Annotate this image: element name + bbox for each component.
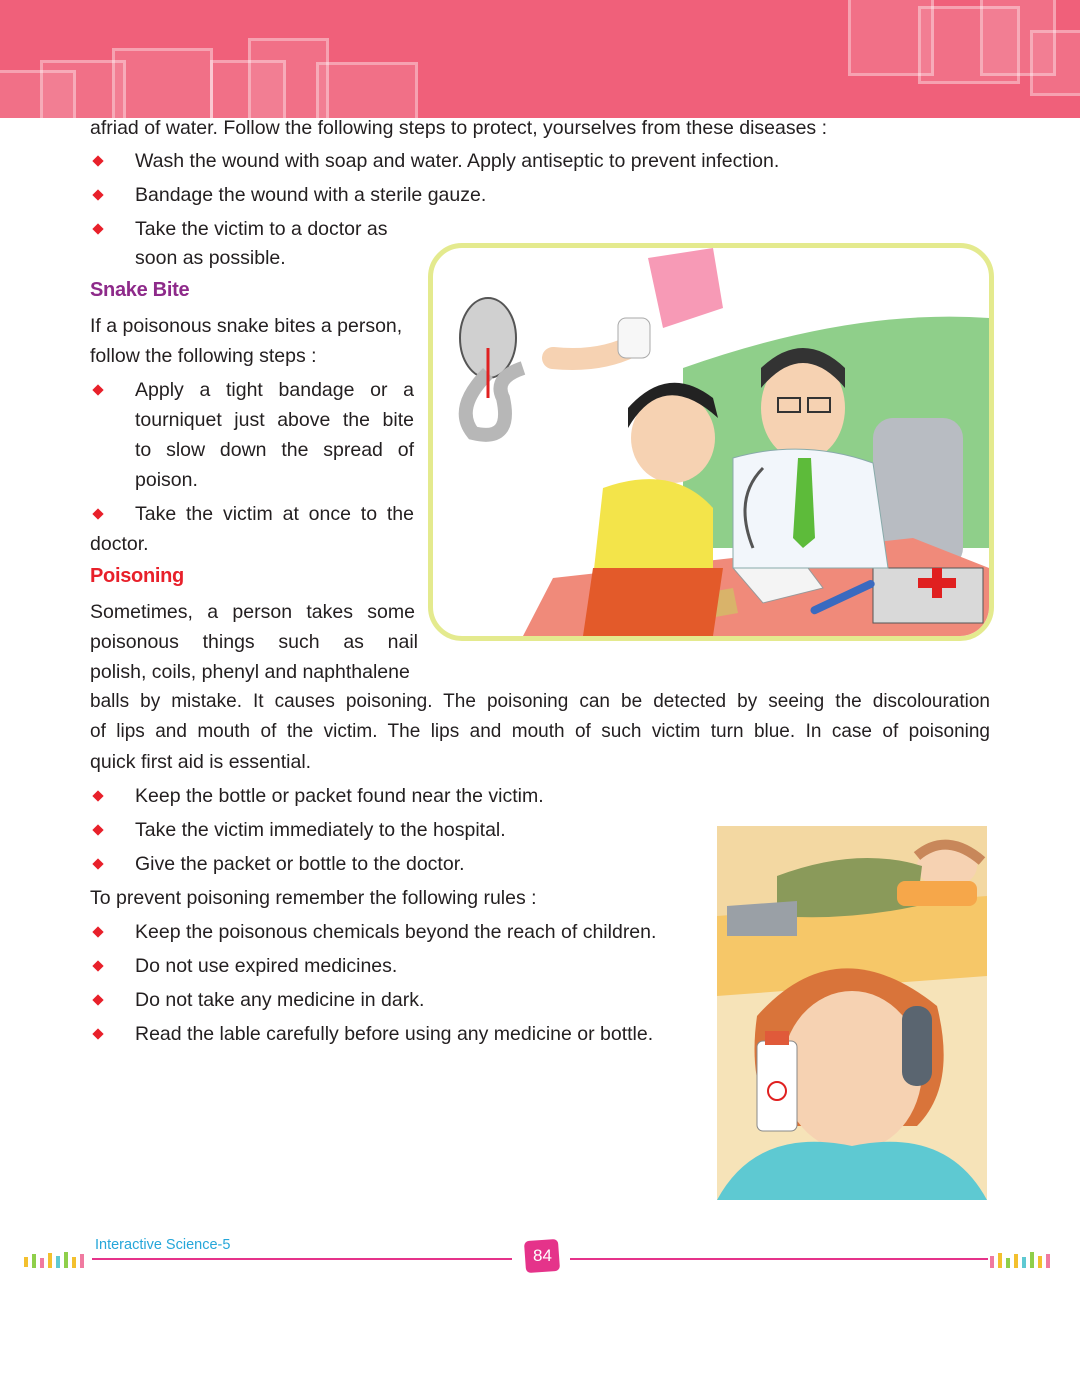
doctor-scene-image: [433, 248, 989, 636]
footer-left-decoration: [22, 1250, 92, 1270]
bullet-diamond-icon: [92, 824, 103, 835]
bullet-diamond-icon: [92, 994, 103, 1005]
snake-step-line: Take the victim at once to the: [135, 503, 414, 525]
page-number: 84: [532, 1246, 552, 1266]
poisoning-para-line: polish, coils, phenyl and naphthalene: [90, 661, 410, 683]
rules-intro: To prevent poisoning remember the following rules :: [90, 887, 537, 909]
snake-step-line: tourniquet just above the bite: [135, 409, 414, 431]
snake-step-line: Apply a tight bandage or a: [135, 379, 414, 401]
poisoning-para-line: Sometimes, a person takes some: [90, 601, 415, 623]
illustration-poisoning: [717, 826, 987, 1200]
bullet-diamond-icon: [92, 1028, 103, 1039]
poisoning-para-line: balls by mistake. It causes poisoning. The poisoning can be detected by seeing the discolouration: [90, 691, 990, 712]
header-band: [0, 0, 1080, 118]
snake-bite-intro-line: If a poisonous snake bites a person,: [90, 315, 403, 337]
poisoning-scene-image: [717, 826, 987, 1200]
bullet-diamond-icon: [92, 858, 103, 869]
bullet-diamond-icon: [92, 384, 103, 395]
poisoning-para-line: quick first aid is essential.: [90, 751, 312, 773]
footer-rule-left: [92, 1258, 512, 1260]
poisoning-para-line: of lips and mouth of the victim. The lips and mouth of such victim turn blue. In case of poisoning: [90, 721, 990, 742]
snake-step-line: poison.: [135, 469, 198, 491]
bullet-diamond-icon: [92, 155, 103, 166]
footer-right-decoration: [988, 1250, 1058, 1270]
intro-text: afriad of water. Follow the following steps to protect, yourselves from these diseases :: [90, 117, 828, 139]
footer-rule-right: [570, 1258, 988, 1260]
list-item-continuation: soon as possible.: [135, 247, 286, 269]
bullet-diamond-icon: [92, 926, 103, 937]
poisoning-para-line: poisonous things such as nail: [90, 631, 418, 653]
footer-book-title: Interactive Science-5: [95, 1237, 231, 1253]
header-decoration: [1030, 30, 1080, 96]
bullet-diamond-icon: [92, 790, 103, 801]
page-number-badge: [524, 1239, 560, 1273]
header-decoration: [316, 62, 418, 118]
bullet-diamond-icon: [92, 960, 103, 971]
bullet-diamond-icon: [92, 189, 103, 200]
section-heading-snake-bite: Snake Bite: [90, 279, 190, 301]
illustration-doctor-snake-bite: [428, 243, 994, 641]
snake-bite-intro-line: follow the following steps :: [90, 345, 317, 367]
snake-step-line: doctor.: [90, 533, 149, 555]
snake-step-line: to slow down the spread of: [135, 439, 414, 461]
section-heading-poisoning: Poisoning: [90, 565, 184, 587]
header-decoration: [112, 48, 213, 118]
bullet-diamond-icon: [92, 508, 103, 519]
bullet-diamond-icon: [92, 223, 103, 234]
